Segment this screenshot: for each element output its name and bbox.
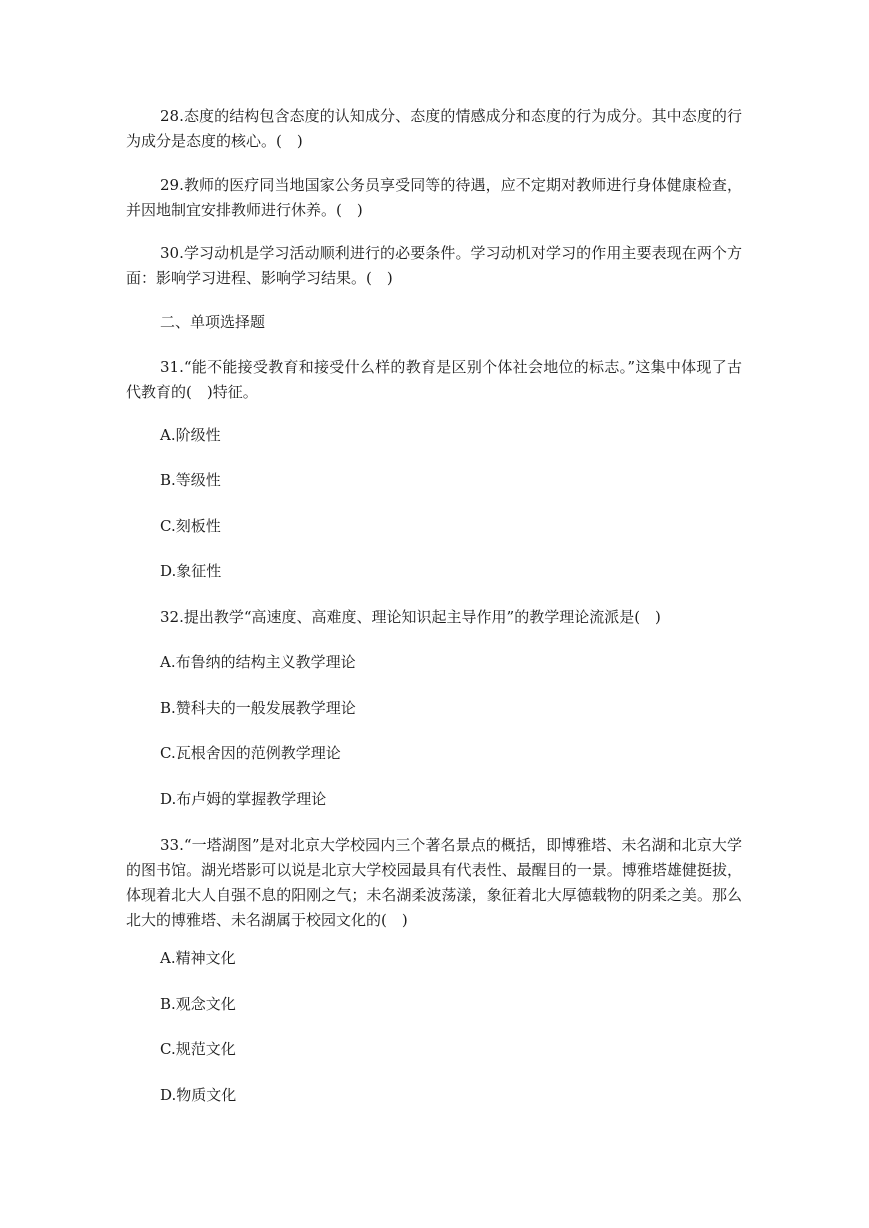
- question-31-option-d: D.象征性: [160, 562, 222, 580]
- question-31-option-c: C.刻板性: [160, 517, 221, 535]
- question-33-stem: 33.“一塔湖图”是对北京大学校园内三个著名景点的概括，即博雅塔、未名湖和北京大学的图书馆。湖光塔影可以说是北京大学校园最具有代表性、最醒目的一景。博雅塔雄健挺拔，体现着北大人自强不息的阳刚之气；未名湖柔波荡漾，象征着北大厚德载物的阴柔之美。那么北大的博雅塔、未名湖属于校园文化的( ): [126, 836, 742, 929]
- question-32-option-c: C.瓦根舍因的范例教学理论: [160, 744, 341, 762]
- question-28: 28.态度的结构包含态度的认知成分、态度的情感成分和态度的行为成分。其中态度的行为成分是态度的核心。( ): [126, 107, 742, 150]
- question-33-option-c: C.规范文化: [160, 1040, 236, 1058]
- question-31-option-a: A.阶级性: [160, 426, 221, 444]
- question-33-option-d: D.物质文化: [160, 1086, 237, 1104]
- question-32-option-a: A.布鲁纳的结构主义教学理论: [160, 653, 356, 671]
- question-29: 29.教师的医疗同当地国家公务员享受同等的待遇，应不定期对教师进行身体健康检查，并因地制宜安排教师进行休养。( ): [126, 176, 742, 219]
- question-33-option-a: A.精神文化: [160, 949, 236, 967]
- question-32-option-d: D.布卢姆的掌握教学理论: [160, 790, 327, 808]
- question-31-option-b: B.等级性: [160, 471, 221, 489]
- question-30: 30.学习动机是学习活动顺利进行的必要条件。学习动机对学习的作用主要表现在两个方面：影响学习进程、影响学习结果。( ): [126, 244, 742, 287]
- section-heading: 二、单项选择题: [160, 313, 266, 331]
- question-32-stem: 32.提出教学“高速度、高难度、理论知识起主导作用”的教学理论流派是( ): [160, 608, 661, 626]
- question-32-option-b: B.赞科夫的一般发展教学理论: [160, 699, 356, 717]
- question-33-option-b: B.观念文化: [160, 995, 236, 1013]
- question-31-stem: 31.“能不能接受教育和接受什么样的教育是区别个体社会地位的标志。”这集中体现了古代教育的( )特征。: [126, 358, 742, 401]
